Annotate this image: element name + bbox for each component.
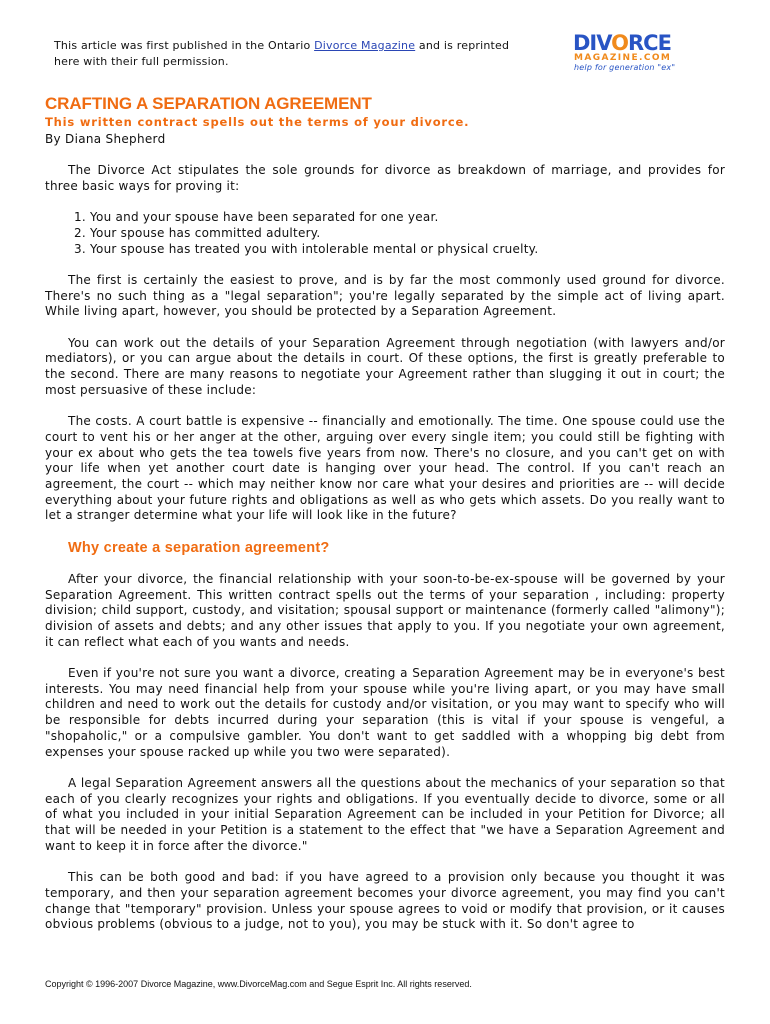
article-title: CRAFTING A SEPARATION AGREEMENT	[45, 94, 372, 113]
grounds-list	[45, 210, 725, 257]
logo-wordmark	[573, 32, 671, 54]
logo-part-2: O	[611, 31, 628, 55]
logo-tagline: help for generation "ex"	[574, 63, 676, 72]
copyright-footer: Copyright © 1996-2007 Divorce Magazine, www.DivorceMag.com and Segue Esprit Inc. All rights reserved.	[45, 979, 472, 989]
paragraph-grounds: The Divorce Act stipulates the sole grounds for divorce as breakdown of marriage, and provides for three basic ways for proving it:	[45, 163, 725, 193]
paragraph-best-interests: Even if you're not sure you want a divorce, creating a Separation Agreement may be in everyone's best interests. You may need financial help from your spouse while you're living apart, or you may have small children and need to work out the details for custody and/or visitation, or you may want to specify who will be responsible for debts incurred during your separation (this is vital if your spouse is vengeful, a "shopaholic," or a compulsive gambler. You don't want to get saddled with a whopping big debt from expenses your spouse racked up while you two were separated).	[45, 666, 725, 759]
article-body	[45, 163, 725, 949]
paragraph-mechanics: A legal Separation Agreement answers all the questions about the mechanics of your separation so that each of you clearly recognizes your rights and obligations. If you eventually decide to divorce, some or all of what you included in your initial Separation Agreement can be included in your Petition for Divorce; all that will be needed in your Petition is a statement to the effect that "we have a Separation Agreement and want to keep it in force after the divorce."	[45, 775, 725, 853]
divorce-magazine-logo	[573, 32, 685, 78]
list-item: 3. Your spouse has treated you with intolerable mental or physical cruelty.	[90, 242, 725, 258]
article-subtitle: This written contract spells out the terms of your divorce.	[45, 115, 470, 129]
divorce-magazine-link[interactable]: Divorce Magazine	[314, 39, 416, 52]
notice-text-after: and is reprinted here with their full permission.	[54, 39, 510, 68]
notice-text-before: This article was first published in the Ontario	[54, 39, 315, 52]
logo-domain: MAGAZINE.COM	[574, 53, 672, 63]
logo-part-1: DIV	[573, 31, 612, 55]
paragraph-good-and-bad: This can be both good and bad: if you have agreed to a provision only because you thought it was temporary, and then your separation agreement becomes your divorce agreement, you may find you can't change that "temporary" provision. Unless your spouse agrees to void or modify that provision, or it causes obvious problems (obvious to a judge, not to you), you may be stuck with it. So don't agree to	[45, 870, 725, 932]
list-item: 1. You and your spouse have been separated for one year.	[90, 210, 725, 226]
article-byline: By Diana Shepherd	[45, 132, 166, 146]
list-item: 2. Your spouse has committed adultery.	[90, 226, 725, 242]
paragraph-financial-relationship: After your divorce, the financial relationship with your soon-to-be-ex-spouse will be governed by your Separation Agreement. This written contract spells out the terms of your separation , including: property division; child support, custody, and visitation; spousal support or maintenance (formerly called "alimony"); division of assets and debts; and any other issues that apply to you. If you negotiate your own agreement, it can reflect what each of you wants and needs.	[45, 571, 725, 649]
paragraph-costs: The costs. A court battle is expensive -- financially and emotionally. The time. One spouse could use the court to vent his or her anger at the other, arguing over every single item; you could still be fighting with your ex about who gets the tea towels five years from now. There's no closure, and you can't get on with your life when yet another court date is hanging over your head. The control. If you can't reach an agreement, the court -- which may neither know nor care what your desires and priorities are -- will decide everything about your future rights and obligations as well as who gets which assets. Do you really want to let a stranger determine what your life will look like in the future?	[45, 414, 725, 523]
document-page	[45, 0, 725, 1024]
section-heading: Why create a separation agreement?	[68, 539, 330, 556]
paragraph-legal-separation: The first is certainly the easiest to prove, and is by far the most commonly used ground for divorce. There's no such thing as a "legal separation"; you're legally separated by the simple act of living apart. While living apart, however, you should be protected by a Separation Agreement.	[45, 272, 725, 319]
reprint-notice	[54, 38, 524, 70]
paragraph-negotiation: You can work out the details of your Separation Agreement through negotiation (with lawyers and/or mediators), or you can argue about the details in court. Of these options, the first is greatly preferable to the second. There are many reasons to negotiate your Agreement rather than slugging it out in court; the most persuasive of these include:	[45, 335, 725, 397]
logo-part-3: RCE	[628, 31, 671, 55]
